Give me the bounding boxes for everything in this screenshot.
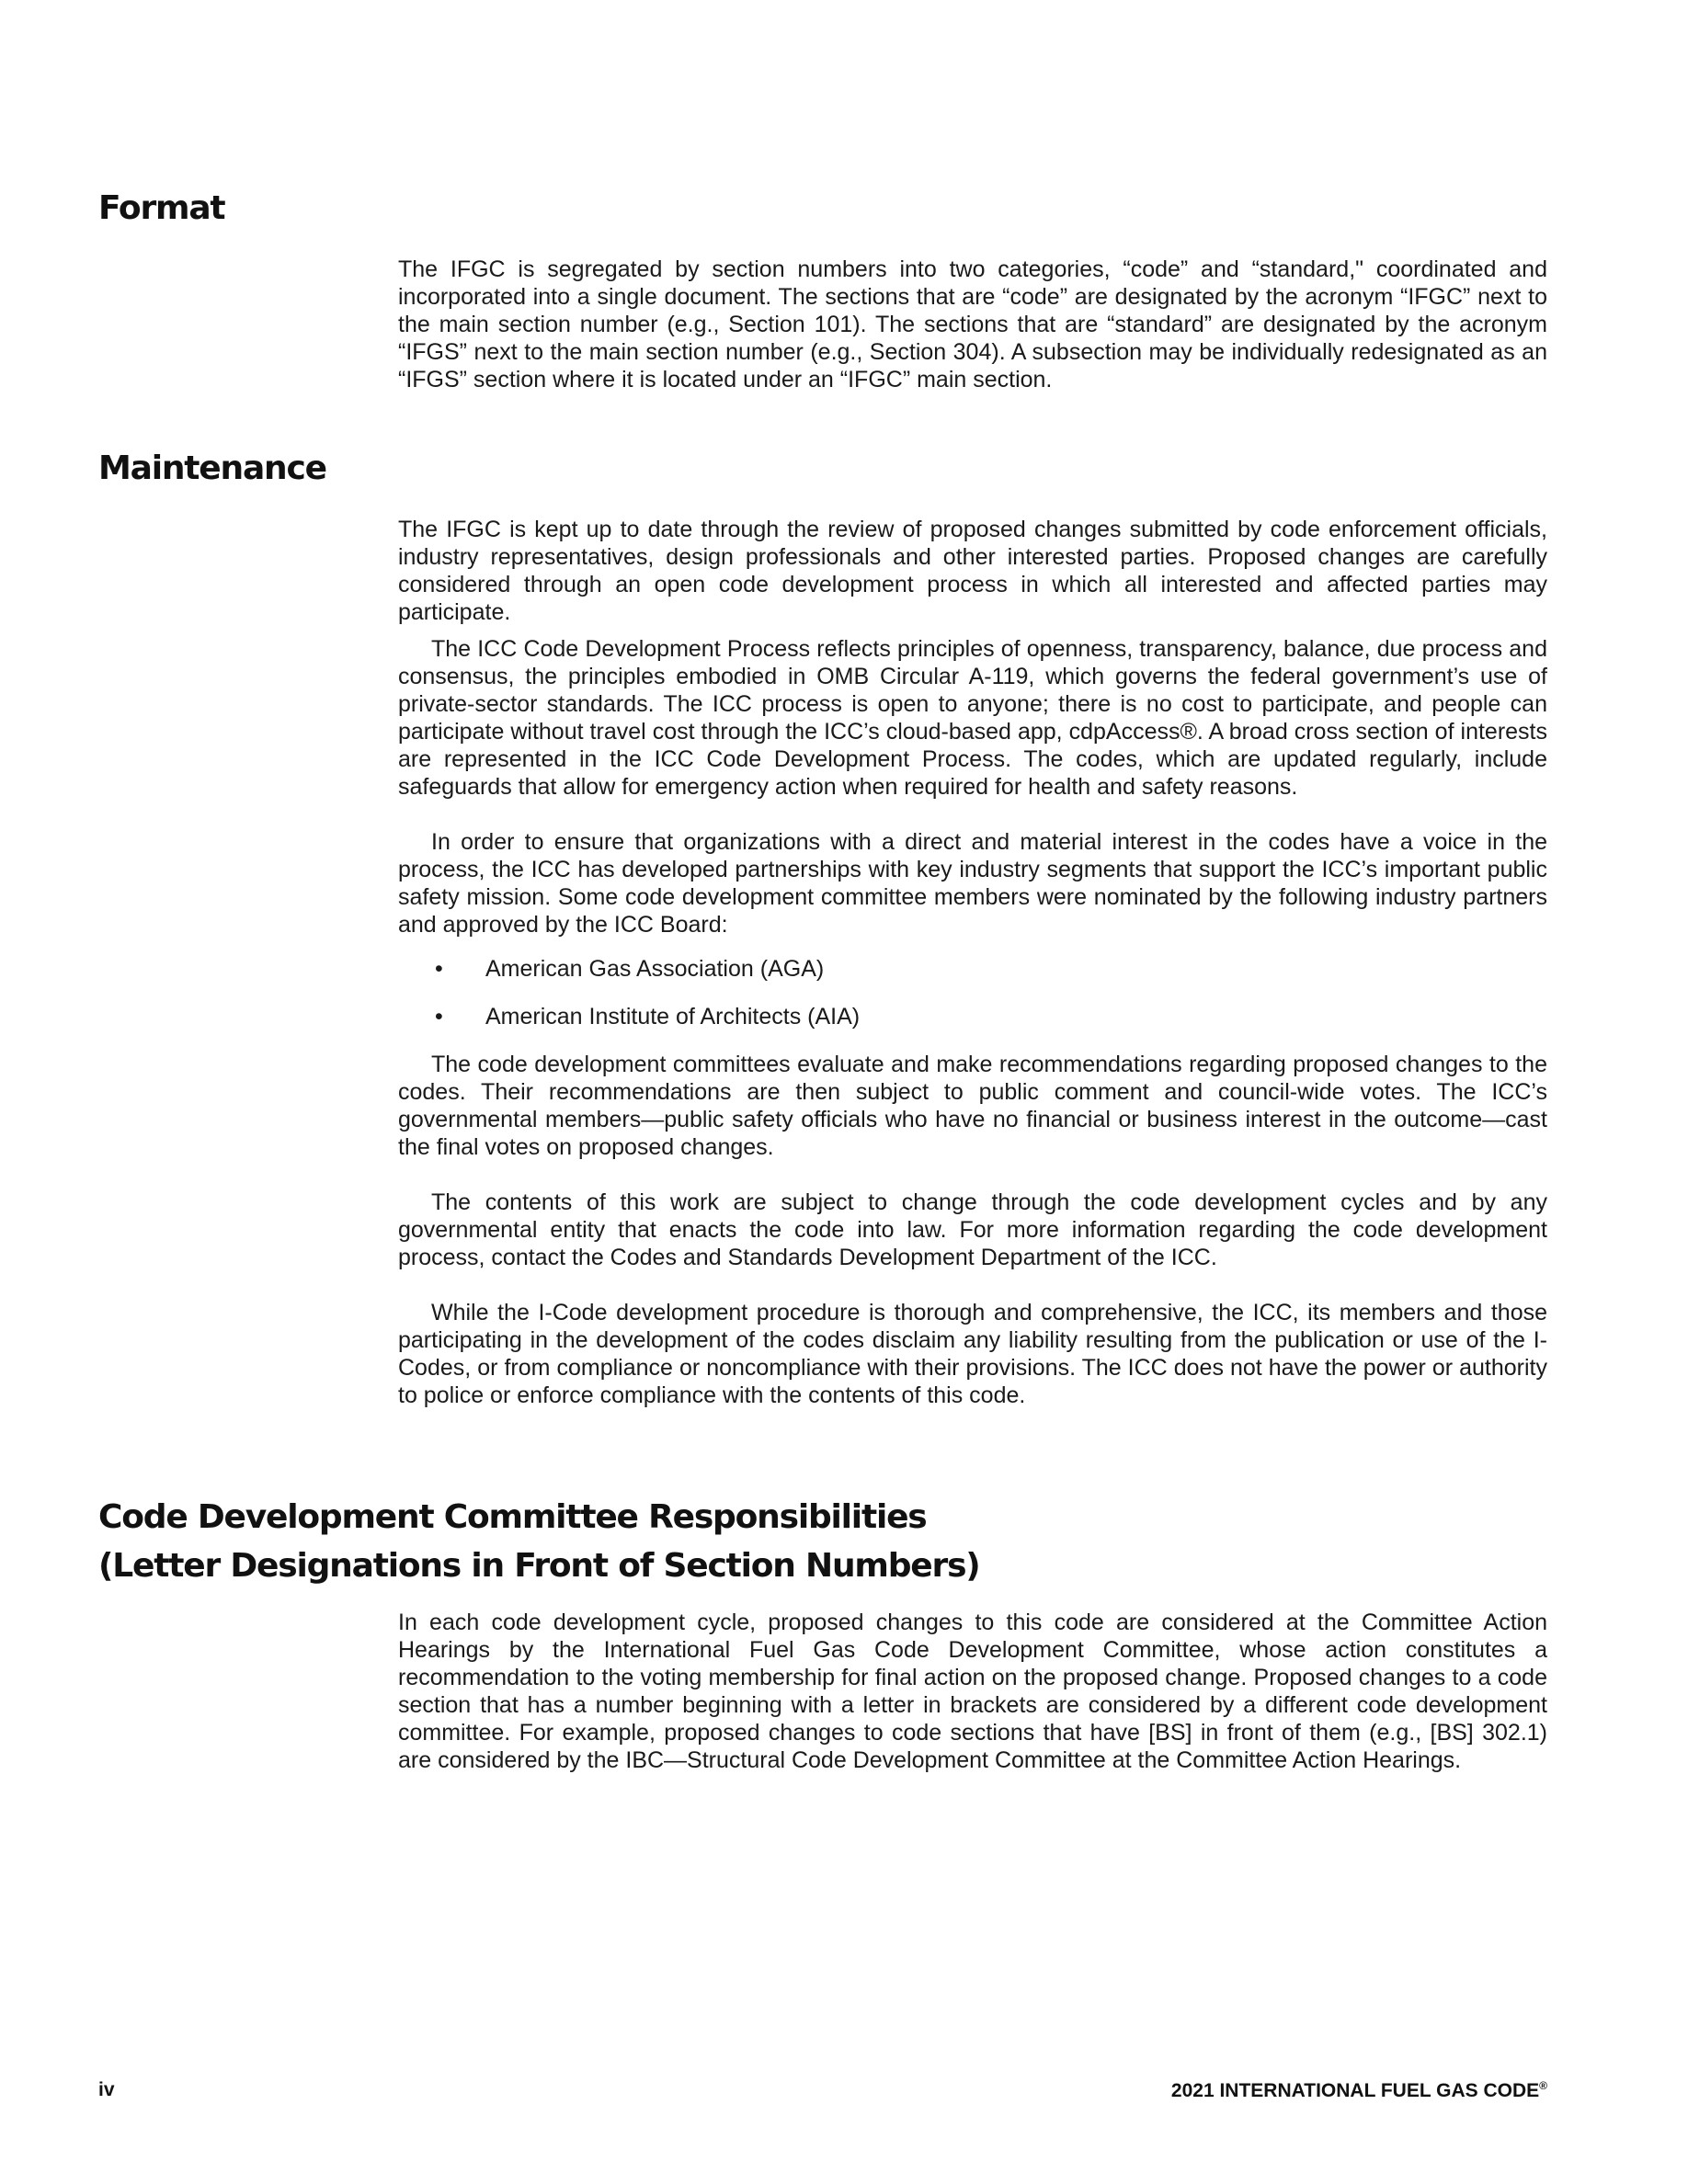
maintenance-paragraph-1: The IFGC is kept up to date through the review of proposed changes submitted by code enforcement officials, industry representatives, design professionals and other interested parties. Proposed changes are carefully considered through an open code development process in which all interested and affected parties may participate. [398, 517, 1547, 625]
format-heading: Format [98, 189, 225, 227]
list-item [398, 1003, 1547, 1030]
page-number: iv [98, 2079, 115, 2100]
committee-heading [98, 1493, 980, 1590]
maintenance-section-body [398, 516, 1547, 1409]
footer-title-text: 2021 INTERNATIONAL FUEL GAS CODE [1170, 2080, 1540, 2101]
list-item-text: American Gas Association (AGA) [485, 956, 825, 982]
format-paragraph-1: The IFGC is segregated by section numbers into two categories, “code” and “standard," coordinated and incorporated into a single document. The sections that are “code” are designated by the acronym “IFGC” next to the main section number (e.g., Section 101). The sections that are “standard” are designated by the acronym “IFGS” next to the main section number (e.g., Section 304). A subsection may be individually redesignated as an “IFGS” section where it is located under an “IFGC” main section. [398, 256, 1547, 392]
bullet-icon: • [435, 956, 443, 982]
committee-section-body [398, 1609, 1547, 1774]
committee-paragraph-1: In each code development cycle, proposed changes to this code are considered at the Committee Action Hearings by the International Fuel Gas Code Development Committee, whose action constitutes a recommendation to the voting membership for final action on the proposed change. Proposed changes to a code section that has a number beginning with a letter in brackets are considered by a different code development committee. For example, proposed changes to code sections that have [BS] in front of them (e.g., [BS] 302.1) are considered by the IBC—Structural Code Development Committee at the Committee Action Hearings. [398, 1610, 1547, 1773]
registered-mark: ® [1539, 2079, 1547, 2092]
industry-partners-list [398, 955, 1547, 1030]
running-footer-title [1171, 2079, 1547, 2102]
bullet-icon: • [435, 1004, 443, 1029]
committee-heading-line-2: (Letter Designations in Front of Section Numbers) [98, 1547, 980, 1585]
list-item-text: American Institute of Architects (AIA) [485, 1004, 861, 1029]
maintenance-paragraph-3: In order to ensure that organizations with a direct and material interest in the codes have a voice in the process, the ICC has developed partnerships with key industry segments that support the ICC’s important public safety mission. Some code development committee members were nominated by the following industry partners and approved by the ICC Board: [398, 829, 1547, 938]
maintenance-paragraph-5: The contents of this work are subject to change through the code development cycles and by any governmental entity that enacts the code into law. For more information regarding the code development process, contact the Codes and Standards Development Department of the ICC. [398, 1189, 1547, 1270]
maintenance-heading: Maintenance [98, 449, 326, 487]
format-section-body [398, 256, 1547, 393]
list-item [398, 955, 1547, 983]
committee-heading-line-1: Code Development Committee Responsibilities [98, 1498, 927, 1536]
maintenance-paragraph-4: The code development committees evaluate and make recommendations regarding proposed changes to the codes. Their recommendations are then subject to public comment and council-wide votes. The ICC’s governmental members—public safety officials who have no financial or business interest in the outcome—cast the final votes on proposed changes. [398, 1052, 1547, 1160]
maintenance-paragraph-2: The ICC Code Development Process reflects principles of openness, transparency, balance, due process and consensus, the principles embodied in OMB Circular A-119, which governs the federal government’s use of private-sector standards. The ICC process is open to anyone; there is no cost to participate, and people can participate without travel cost through the ICC’s cloud-based app, cdpAccess®. A broad cross section of interests are represented in the ICC Code Development Process. The codes, which are updated regularly, include safeguards that allow for emergency action when required for health and safety reasons. [398, 636, 1547, 800]
maintenance-paragraph-6: While the I-Code development procedure is thorough and comprehensive, the ICC, its members and those participating in the development of the codes disclaim any liability resulting from the publication or use of the I-Codes, or from compliance or noncompliance with their provisions. The ICC does not have the power or authority to police or enforce compliance with the contents of this code. [398, 1300, 1547, 1408]
